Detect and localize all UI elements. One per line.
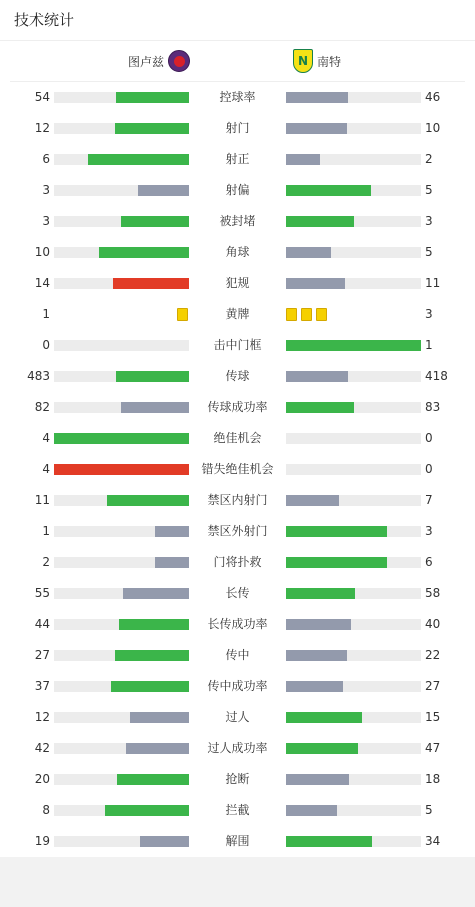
home-bar — [54, 464, 189, 475]
away-value: 46 — [425, 90, 441, 104]
away-bar-track — [286, 216, 421, 227]
away-bar-track — [286, 619, 421, 630]
home-bar-track — [54, 588, 189, 599]
stat-row — [0, 609, 475, 640]
home-bar-track — [54, 743, 189, 754]
away-bar-track — [286, 464, 421, 475]
away-value: 83 — [425, 400, 441, 414]
stat-row — [0, 671, 475, 702]
away-bar — [286, 774, 349, 785]
home-bar — [116, 371, 189, 382]
away-bar-track — [286, 836, 421, 847]
home-value: 44 — [34, 617, 50, 631]
away-bar — [286, 278, 345, 289]
home-bar — [88, 154, 189, 165]
stat-label: 拦截 — [225, 803, 250, 817]
stat-label: 绝佳机会 — [213, 431, 262, 445]
home-bar — [117, 774, 189, 785]
stat-label: 犯规 — [225, 276, 250, 290]
stat-label: 过人成功率 — [207, 741, 268, 755]
home-bar-track — [54, 464, 189, 475]
away-value: 3 — [425, 214, 433, 228]
away-value: 18 — [425, 772, 441, 786]
stat-row — [0, 175, 475, 206]
stat-label: 射正 — [225, 152, 250, 166]
stat-row — [0, 702, 475, 733]
home-value: 42 — [34, 741, 50, 755]
home-bar — [123, 588, 189, 599]
home-bar — [107, 495, 189, 506]
home-value: 3 — [42, 214, 50, 228]
home-value: 19 — [34, 834, 50, 848]
page-title: 技术统计 — [0, 0, 475, 41]
stat-row — [0, 206, 475, 237]
home-value: 20 — [34, 772, 50, 786]
home-bar-track — [54, 805, 189, 816]
stat-row — [0, 454, 475, 485]
home-bar-track — [54, 712, 189, 723]
teams-header — [10, 41, 465, 82]
home-bar — [121, 216, 189, 227]
toulouse-crest-icon — [168, 50, 190, 72]
home-value: 27 — [34, 648, 50, 662]
away-value: 2 — [425, 152, 433, 166]
home-bar — [130, 712, 189, 723]
stat-label: 长传成功率 — [207, 617, 268, 631]
stat-row — [0, 237, 475, 268]
home-bar — [111, 681, 189, 692]
home-bar-track — [54, 650, 189, 661]
home-value: 37 — [34, 679, 50, 693]
home-bar-track — [54, 681, 189, 692]
stat-label: 传球成功率 — [207, 400, 268, 414]
away-bar — [286, 619, 351, 630]
home-bar-track — [54, 278, 189, 289]
stat-row — [0, 578, 475, 609]
home-bar-track — [54, 619, 189, 630]
home-bar — [140, 836, 189, 847]
home-bar-track — [54, 154, 189, 165]
stat-label: 抢断 — [225, 772, 250, 786]
away-value: 5 — [425, 183, 433, 197]
away-value: 22 — [425, 648, 441, 662]
away-value: 27 — [425, 679, 441, 693]
stat-row — [0, 764, 475, 795]
home-value: 483 — [27, 369, 50, 383]
home-value: 82 — [34, 400, 50, 414]
home-value: 3 — [42, 183, 50, 197]
stat-label: 角球 — [225, 245, 250, 259]
home-value: 54 — [34, 90, 50, 104]
away-value: 15 — [425, 710, 441, 724]
away-value: 1 — [425, 338, 433, 352]
away-value: 7 — [425, 493, 433, 507]
home-bar-track — [54, 216, 189, 227]
home-bar-track — [54, 185, 189, 196]
home-bar — [105, 805, 189, 816]
stat-label: 禁区内射门 — [207, 493, 268, 507]
home-value: 2 — [42, 555, 50, 569]
stat-label: 解围 — [225, 834, 250, 848]
home-value: 0 — [42, 338, 50, 352]
stat-row — [0, 516, 475, 547]
away-bar — [286, 340, 421, 351]
yellow-card-icon — [301, 308, 312, 321]
stat-label: 击中门框 — [213, 338, 262, 352]
stat-label: 被封堵 — [219, 214, 256, 228]
away-bar-track — [286, 805, 421, 816]
stat-label: 黄牌 — [225, 307, 250, 321]
away-value: 10 — [425, 121, 441, 135]
away-bar-track — [286, 743, 421, 754]
home-bar-track — [54, 774, 189, 785]
stat-label: 传球 — [225, 369, 250, 383]
away-bar-track — [286, 526, 421, 537]
home-bar — [126, 743, 189, 754]
away-value: 5 — [425, 245, 433, 259]
away-bar-track — [286, 371, 421, 382]
away-bar — [286, 123, 347, 134]
home-bar — [115, 650, 189, 661]
away-bar-track — [286, 774, 421, 785]
away-bar — [286, 92, 348, 103]
home-bar — [99, 247, 189, 258]
away-team-name: 南特 — [317, 54, 342, 69]
away-bar-track — [286, 712, 421, 723]
away-value: 6 — [425, 555, 433, 569]
home-bar-track — [54, 247, 189, 258]
away-bar — [286, 588, 355, 599]
home-bar-track — [54, 402, 189, 413]
away-bar-track — [286, 185, 421, 196]
home-bar — [119, 619, 189, 630]
away-value: 47 — [425, 741, 441, 755]
away-value: 5 — [425, 803, 433, 817]
home-value: 1 — [42, 307, 50, 321]
home-bar-track — [54, 371, 189, 382]
stat-label: 射门 — [225, 121, 250, 135]
away-value: 11 — [425, 276, 441, 290]
away-value: 0 — [425, 462, 433, 476]
away-value: 40 — [425, 617, 441, 631]
away-bar-track — [286, 495, 421, 506]
stat-label: 射偏 — [225, 183, 250, 197]
away-bar — [286, 216, 354, 227]
home-bar-track — [54, 495, 189, 506]
away-bar-track — [286, 123, 421, 134]
away-bar-track — [286, 557, 421, 568]
stat-label: 传中 — [225, 648, 250, 662]
away-bar — [286, 836, 372, 847]
yellow-card-icon — [286, 308, 297, 321]
home-value: 8 — [42, 803, 50, 817]
stat-row — [0, 268, 475, 299]
home-bar-track — [54, 123, 189, 134]
home-bar — [155, 557, 189, 568]
home-value: 11 — [34, 493, 50, 507]
away-team[interactable] — [293, 41, 345, 81]
home-yellow-cards — [177, 308, 188, 321]
away-bar — [286, 681, 343, 692]
stat-row — [0, 485, 475, 516]
stat-row — [0, 330, 475, 361]
away-bar-track — [286, 154, 421, 165]
home-value: 10 — [34, 245, 50, 259]
away-bar-track — [286, 278, 421, 289]
stat-label: 过人 — [225, 710, 250, 724]
stat-row — [0, 82, 475, 113]
stat-label: 门将扑救 — [213, 555, 262, 569]
home-value: 6 — [42, 152, 50, 166]
stat-row — [0, 795, 475, 826]
away-bar — [286, 712, 362, 723]
away-yellow-cards — [286, 308, 327, 321]
home-value: 55 — [34, 586, 50, 600]
away-bar — [286, 371, 348, 382]
away-value: 3 — [425, 524, 433, 538]
home-bar — [115, 123, 189, 134]
home-value: 12 — [34, 121, 50, 135]
away-bar-track — [286, 433, 421, 444]
home-bar — [54, 433, 189, 444]
home-bar — [138, 185, 189, 196]
away-value: 418 — [425, 369, 448, 383]
stat-row — [0, 299, 475, 330]
away-value: 34 — [425, 834, 441, 848]
home-bar-track — [54, 557, 189, 568]
stat-label: 长传 — [225, 586, 250, 600]
home-value: 14 — [34, 276, 50, 290]
home-value: 4 — [42, 431, 50, 445]
away-bar — [286, 247, 331, 258]
away-value: 58 — [425, 586, 441, 600]
stat-row — [0, 392, 475, 423]
away-bar — [286, 154, 320, 165]
home-value: 1 — [42, 524, 50, 538]
away-bar — [286, 805, 337, 816]
away-value: 3 — [425, 307, 433, 321]
away-bar — [286, 557, 387, 568]
home-bar-track — [54, 433, 189, 444]
home-bar-track — [54, 92, 189, 103]
stat-row — [0, 361, 475, 392]
stat-row — [0, 144, 475, 175]
home-bar — [155, 526, 189, 537]
stat-row — [0, 423, 475, 454]
away-bar-track — [286, 247, 421, 258]
home-bar-track — [54, 526, 189, 537]
home-bar-track — [54, 340, 189, 351]
away-bar — [286, 185, 371, 196]
home-bar — [121, 402, 189, 413]
stat-row — [0, 640, 475, 671]
away-bar-track — [286, 588, 421, 599]
away-bar — [286, 743, 358, 754]
away-bar-track — [286, 650, 421, 661]
stat-label: 错失绝佳机会 — [201, 462, 274, 476]
away-value: 0 — [425, 431, 433, 445]
stat-row — [0, 547, 475, 578]
nantes-crest-icon: N — [293, 49, 313, 73]
home-bar — [116, 92, 189, 103]
yellow-card-icon — [177, 308, 188, 321]
home-value: 4 — [42, 462, 50, 476]
home-team[interactable] — [124, 41, 190, 81]
away-bar-track — [286, 92, 421, 103]
away-bar-track — [286, 681, 421, 692]
yellow-card-icon — [316, 308, 327, 321]
away-bar — [286, 526, 387, 537]
stat-label: 传中成功率 — [207, 679, 268, 693]
away-bar-track — [286, 402, 421, 413]
stat-label: 控球率 — [219, 90, 256, 104]
stat-label: 禁区外射门 — [207, 524, 268, 538]
home-value: 12 — [34, 710, 50, 724]
home-bar-track — [54, 836, 189, 847]
stat-row — [0, 826, 475, 857]
home-bar — [113, 278, 189, 289]
away-bar — [286, 495, 339, 506]
stat-row — [0, 113, 475, 144]
away-bar — [286, 650, 347, 661]
stats-list — [0, 82, 475, 857]
stat-row — [0, 733, 475, 764]
away-bar-track — [286, 340, 421, 351]
home-team-name: 图卢兹 — [127, 54, 164, 69]
away-bar — [286, 402, 354, 413]
